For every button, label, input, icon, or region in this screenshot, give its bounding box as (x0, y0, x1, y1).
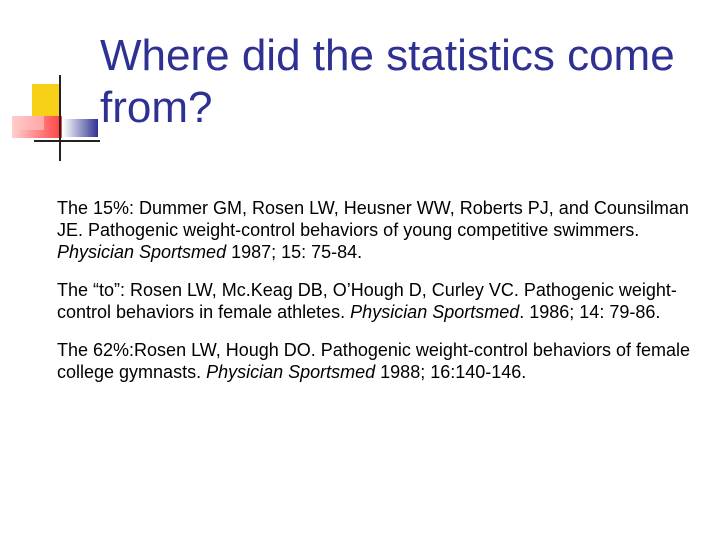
pink-shade (14, 116, 44, 130)
slide-title (100, 30, 700, 134)
decorative-squares (0, 0, 110, 170)
reference-to (57, 279, 697, 323)
horizontal-rule (34, 140, 100, 142)
citation-details: . 1986; 14: 79-86. (519, 302, 661, 322)
reference-62-percent (57, 339, 697, 383)
reference-text: The “to”: Rosen LW, Mc.Keag DB, O’Hough D, Curley VC. Pathogenic weight-control behaviors in female athletes. (57, 280, 677, 322)
reference-text: The 15%: Dummer GM, Rosen LW, Heusner WW, Roberts PJ, and Counsilman JE. Pathogenic weight-control behaviors of young competitive swimmers. (57, 198, 689, 240)
reference-15-percent (57, 197, 697, 263)
journal-name: Physician Sportsmed (57, 242, 227, 262)
reference-text: The 62%:Rosen LW, Hough DO. Pathogenic weight-control behaviors of female college gymnasts. (57, 340, 691, 382)
blue-square (63, 119, 98, 137)
reference-list (57, 197, 697, 399)
title-line-2: from? (100, 83, 213, 132)
journal-name: Physician Sportsmed (206, 362, 376, 382)
citation-details: 1988; 16:140-146. (375, 362, 527, 382)
citation-details: 1987; 15: 75-84. (226, 242, 363, 262)
journal-name: Physician Sportsmed (350, 302, 520, 322)
title-line-1: Where did the statistics come (100, 31, 675, 80)
yellow-square (32, 84, 60, 118)
vertical-rule (59, 75, 61, 161)
